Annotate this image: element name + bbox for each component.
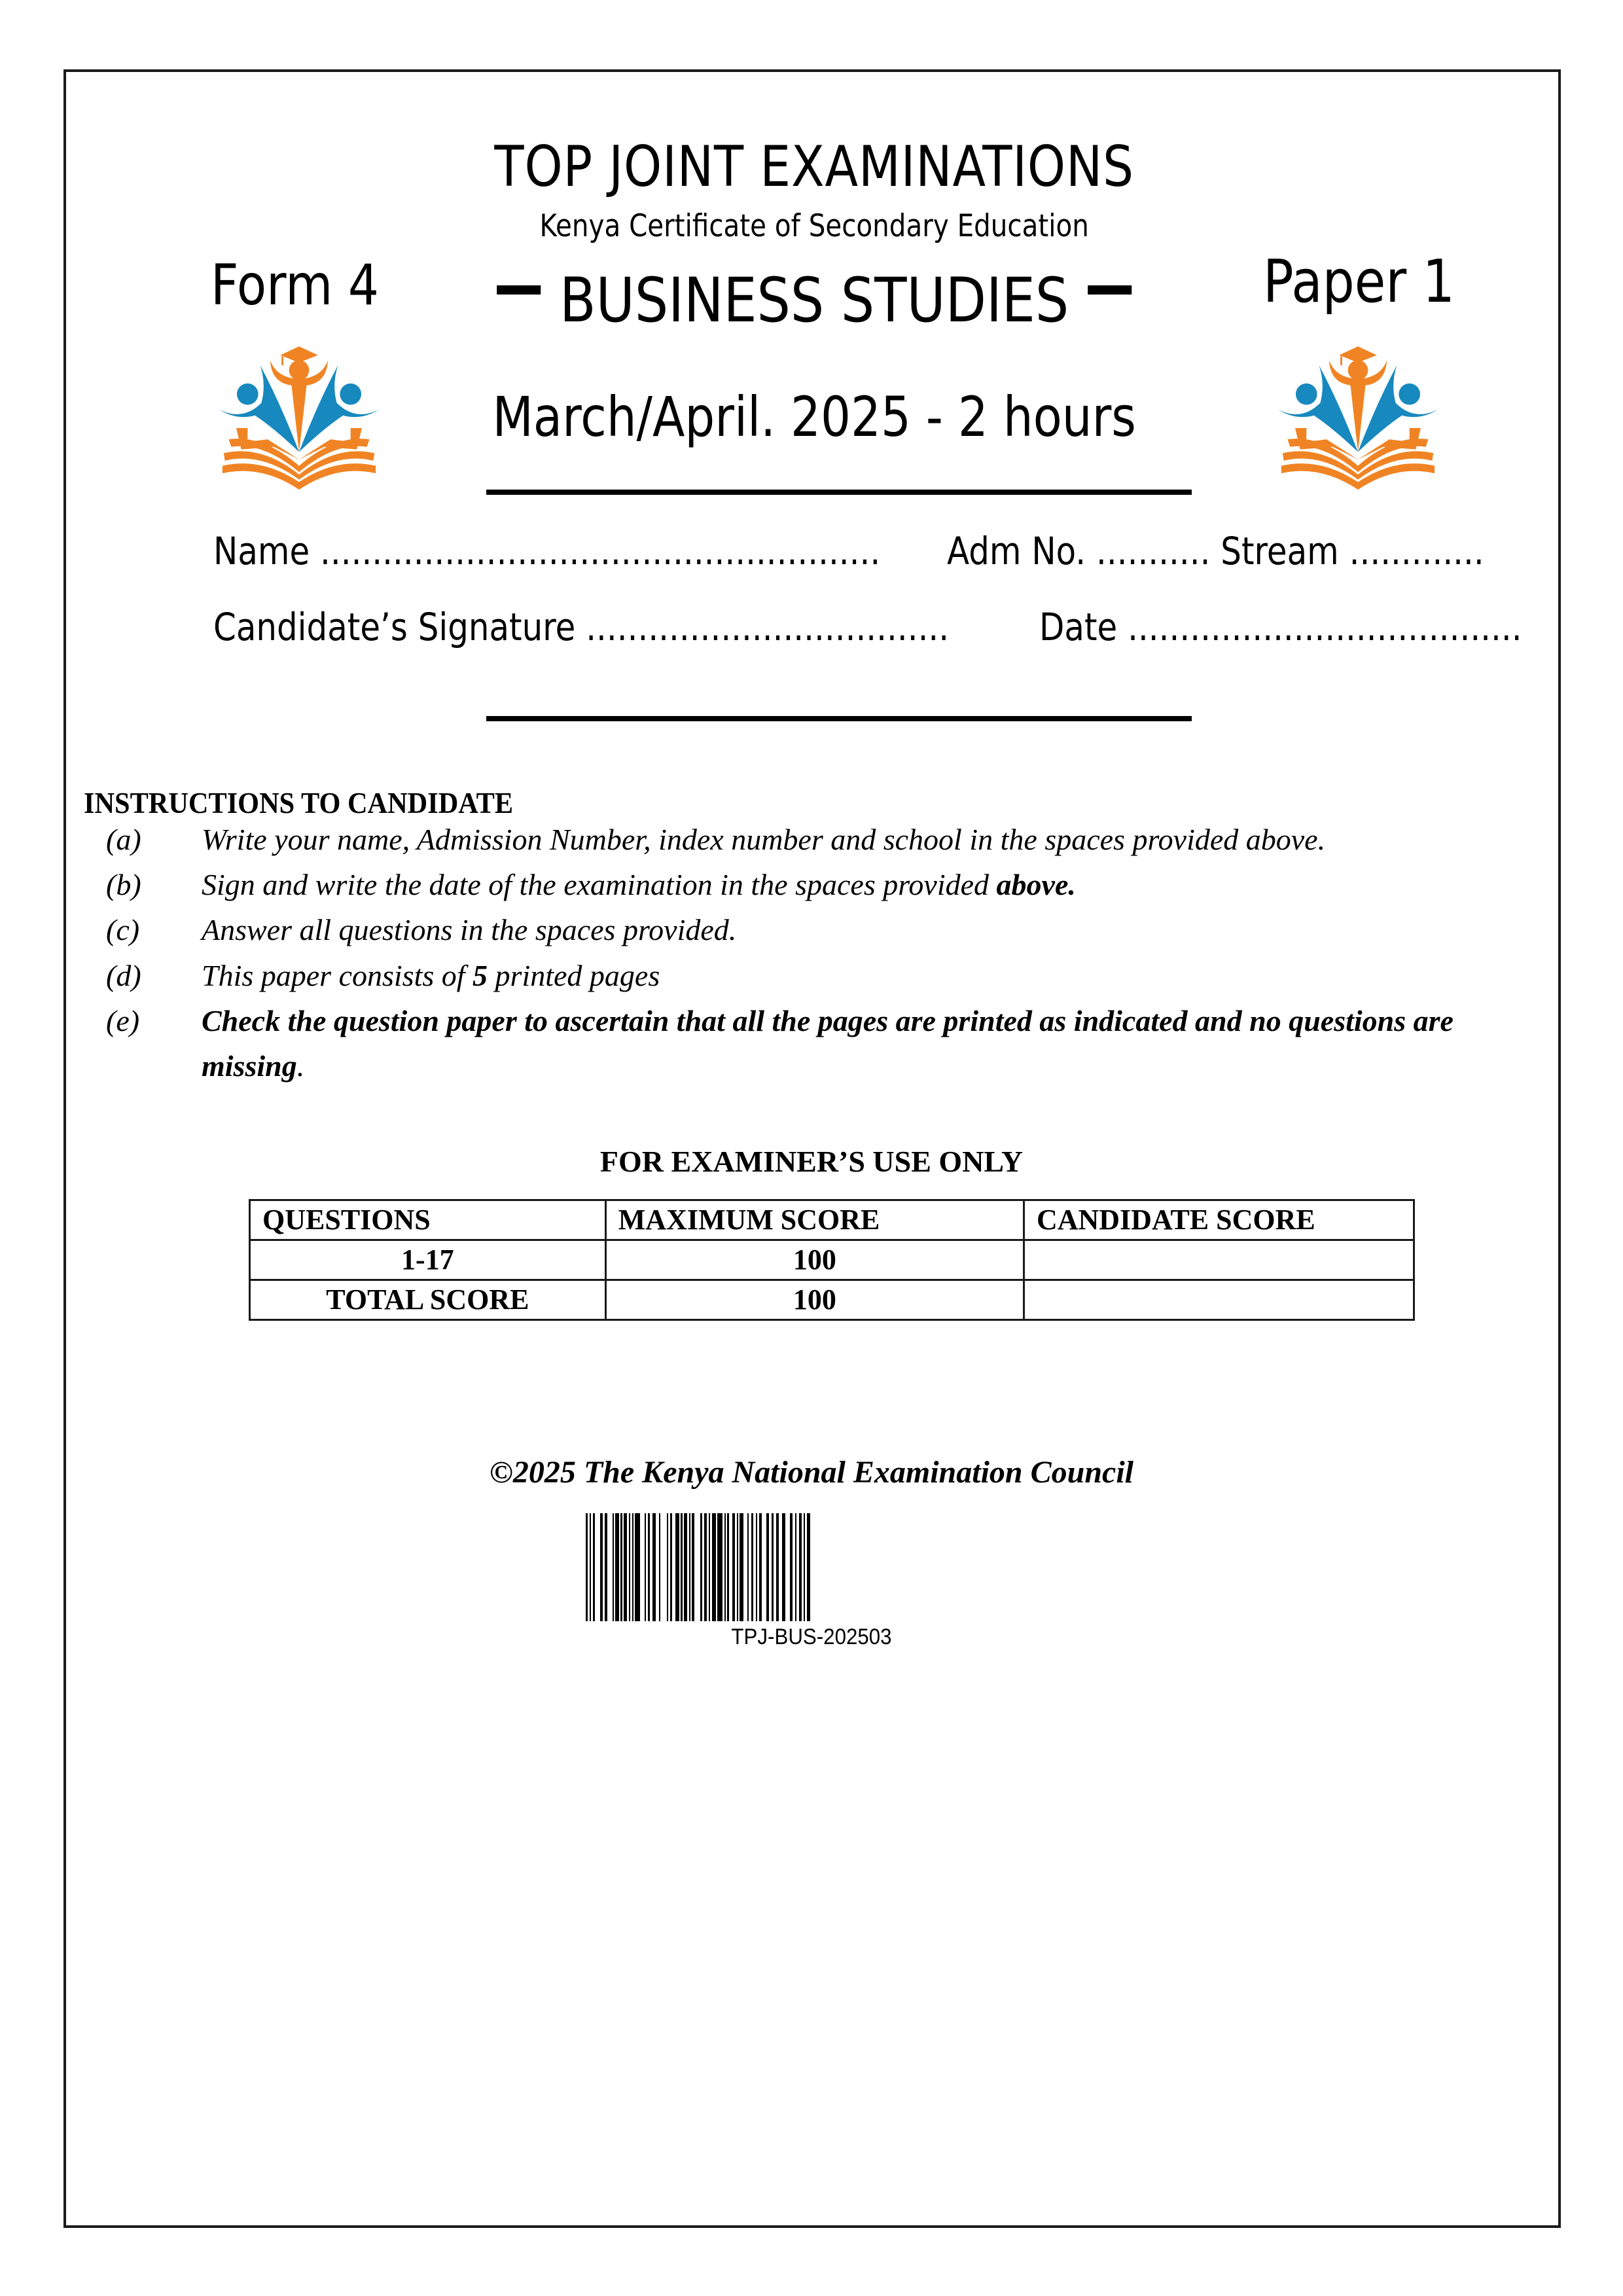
- instruction-emphasis: missing: [202, 1049, 297, 1083]
- table-header-row: [250, 1200, 1414, 1240]
- instruction-text-part: Sign and write the date of the examination in the spaces provided: [202, 868, 997, 901]
- signature-row: [213, 605, 949, 649]
- column-header-candidate-score: CANDIDATE SCORE: [1024, 1200, 1414, 1240]
- candidate-score-cell[interactable]: [1024, 1240, 1414, 1280]
- instruction-text: Answer all questions in the spaces provided.: [202, 913, 737, 946]
- date-field[interactable]: ......................................: [1128, 605, 1522, 649]
- instruction-emphasis: above.: [996, 868, 1076, 901]
- divider-rule: [486, 716, 1192, 721]
- signature-label: Candidate’s Signature: [213, 605, 576, 649]
- dash-left: [497, 285, 541, 295]
- date-row: [1039, 605, 1522, 649]
- stream-label: Stream: [1221, 529, 1339, 573]
- signature-field[interactable]: ...................................: [586, 605, 950, 649]
- score-table: [249, 1199, 1415, 1321]
- instruction-label: (e): [106, 1004, 140, 1037]
- name-field-row: [213, 529, 880, 573]
- column-header-questions: QUESTIONS: [250, 1200, 606, 1240]
- questions-cell: 1-17: [250, 1240, 606, 1280]
- date-label: Date: [1039, 605, 1118, 649]
- table-row: [250, 1240, 1414, 1280]
- examiner-heading: FOR EXAMINER’S USE ONLY: [599, 1145, 1024, 1178]
- instruction-label: (b): [106, 868, 141, 901]
- instruction-text: [202, 1049, 304, 1083]
- questions-cell: TOTAL SCORE: [250, 1280, 606, 1320]
- barcode-label: TPJ-BUS-202503: [731, 1624, 892, 1649]
- adm-field[interactable]: ...........: [1096, 529, 1211, 573]
- name-label: Name: [213, 529, 310, 573]
- instruction-text-part: printed pages: [488, 959, 660, 992]
- dash-right: [1088, 285, 1132, 295]
- exam-title: TOP JOINT EXAMINATIONS: [494, 134, 1134, 200]
- exam-subtitle: Kenya Certificate of Secondary Education: [539, 208, 1089, 244]
- column-header-max-score: MAXIMUM SCORE: [605, 1200, 1024, 1240]
- paper-label: Paper 1: [1263, 247, 1455, 316]
- table-row: [250, 1280, 1414, 1320]
- instruction-text: [202, 867, 1076, 902]
- instruction-text-part: This paper consists of: [202, 959, 473, 992]
- copyright-notice: ©2025 The Kenya National Examination Council: [490, 1455, 1133, 1490]
- page-count: 5: [473, 959, 488, 992]
- candidate-score-cell[interactable]: [1024, 1280, 1414, 1320]
- exam-session: March/April. 2025 - 2 hours: [492, 385, 1136, 449]
- instruction-label: (c): [106, 913, 140, 946]
- form-label: Form 4: [211, 253, 379, 318]
- instructions-heading: INSTRUCTIONS TO CANDIDATE: [84, 786, 514, 819]
- instruction-text: Write your name, Admission Number, index number and school in the spaces provided above.: [202, 823, 1326, 856]
- stream-field[interactable]: .............: [1349, 529, 1484, 573]
- instruction-label: (d): [106, 959, 141, 992]
- adm-stream-row: [947, 529, 1484, 573]
- max-score-cell: 100: [605, 1280, 1024, 1320]
- max-score-cell: 100: [605, 1240, 1024, 1280]
- divider-rule: [486, 490, 1192, 495]
- instruction-text: [202, 958, 660, 993]
- instruction-text-part: .: [296, 1049, 305, 1083]
- instruction-label: (a): [106, 823, 141, 856]
- barcode-icon: [586, 1513, 812, 1621]
- name-field[interactable]: ......................................................: [320, 529, 881, 573]
- instruction-text: Check the question paper to ascertain that all the pages are printed as indicated and no questions are: [202, 1004, 1454, 1037]
- subject-name: BUSINESS STUDIES: [560, 265, 1069, 336]
- adm-label: Adm No.: [947, 529, 1086, 573]
